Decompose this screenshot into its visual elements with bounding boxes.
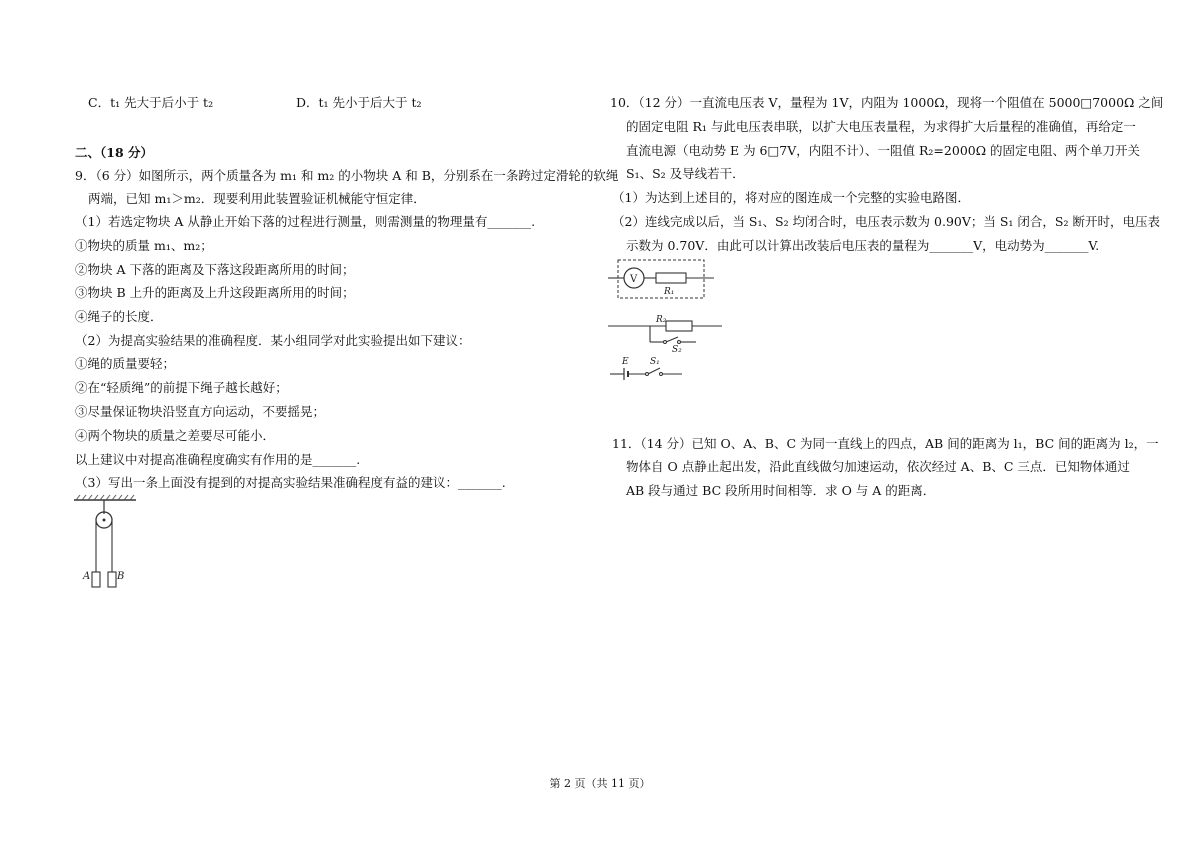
q9-line-11: ③尽量保证物块沿竖直方向运动，不要摇晃； bbox=[75, 404, 326, 419]
q10-line-5: （1）为达到上述目的，将对应的图连成一个完整的实验电路图． bbox=[612, 190, 970, 205]
q10-line-3: 直流电源（电动势 E 为 6□7V，内阻不计）、一阻值 R₂=2000Ω 的固定电阻、两个单刀开关 bbox=[626, 143, 1141, 158]
q9-line-13: 以上建议中对提高准确程度确实有作用的是_______. bbox=[75, 452, 361, 467]
pulley-figure bbox=[70, 494, 140, 590]
q9-line-9: ①绳的质量要轻； bbox=[75, 356, 176, 371]
q9-line-10: ②在“轻质绳”的前提下绳子越长越好； bbox=[75, 380, 288, 395]
q9-line-8: （2）为提高实验结果的准确程度．某小组同学对此实验提出如下建议： bbox=[75, 333, 471, 348]
s2-label: S₂ bbox=[672, 345, 682, 355]
option-d: D．t₁ 先小于后大于 t₂ bbox=[296, 95, 422, 110]
q10-line-6: （2）连线完成以后，当 S₁、S₂ 均闭合时，电压表示数为 0.90V；当 S₁ 闭合，S₂ 断开时，电压表 bbox=[612, 214, 1160, 229]
option-c: C．t₁ 先大于后小于 t₂ bbox=[88, 95, 214, 110]
section-heading: 二、（18 分） bbox=[75, 145, 153, 160]
q9-line-6: ③物块 B 上升的距离及上升这段距离所用的时间； bbox=[75, 285, 355, 300]
label-a: A bbox=[83, 571, 91, 582]
q9-line-4: ①物块的质量 m₁、m₂； bbox=[75, 238, 213, 253]
q11-line-3: AB 段与通过 BC 段所用时间相等．求 O 与 A 的距离． bbox=[626, 483, 936, 498]
q11-line-1: 11．（14 分）已知 O、A、B、C 为同一直线上的四点，AB 间的距离为 l₁，BC 间的距离为 l₂，一 bbox=[612, 436, 1159, 451]
q10-line-1: 10．（12 分）一直流电压表 V，量程为 1V，内阻为 1000Ω，现将一个阻值在 5000□7000Ω 之间 bbox=[610, 95, 1164, 110]
q10-line-2: 的固定电阻 R₁ 与此电压表串联，以扩大电压表量程，为求得扩大后量程的准确值，再给定一 bbox=[626, 119, 1136, 134]
label-b: B bbox=[117, 571, 125, 582]
circuit-figure bbox=[606, 256, 736, 382]
q10-line-7: 示数为 0.70V．由此可以计算出改装后电压表的量程为_______V，电动势为_______V. bbox=[626, 238, 1100, 253]
q9-line-3: （1）若选定物块 A 从静止开始下落的过程进行测量，则需测量的物理量有_______. bbox=[75, 214, 536, 229]
voltmeter-label: V bbox=[630, 274, 638, 285]
r2-label: R₂ bbox=[656, 315, 667, 325]
q10-line-4: S₁、S₂ 及导线若干． bbox=[626, 166, 745, 181]
q9-line-2: 两端，已知 m₁＞m₂．现要利用此装置验证机械能守恒定律． bbox=[88, 191, 426, 206]
q9-line-12: ④两个物块的质量之差要尽可能小． bbox=[75, 428, 276, 443]
q9-line-7: ④绳子的长度． bbox=[75, 309, 163, 324]
q9-line-5: ②物块 A 下落的距离及下落这段距离所用的时间； bbox=[75, 262, 355, 277]
q11-line-2: 物体自 O 点静止起出发，沿此直线做匀加速运动，依次经过 A、B、C 三点．已知物体通过 bbox=[626, 459, 1130, 474]
page-footer: 第 2 页（共 11 页） bbox=[549, 777, 651, 790]
s1-label: S₁ bbox=[650, 357, 660, 367]
e-label: E bbox=[622, 357, 629, 367]
r1-label: R₁ bbox=[664, 287, 675, 297]
q9-line-14: （3）写出一条上面没有提到的对提高实验结果准确程度有益的建议：_______. bbox=[75, 475, 506, 490]
q9-line-1: 9．（6 分）如图所示，两个质量各为 m₁ 和 m₂ 的小物块 A 和 B，分别系在一条跨过定滑轮的软绳 bbox=[75, 168, 619, 183]
